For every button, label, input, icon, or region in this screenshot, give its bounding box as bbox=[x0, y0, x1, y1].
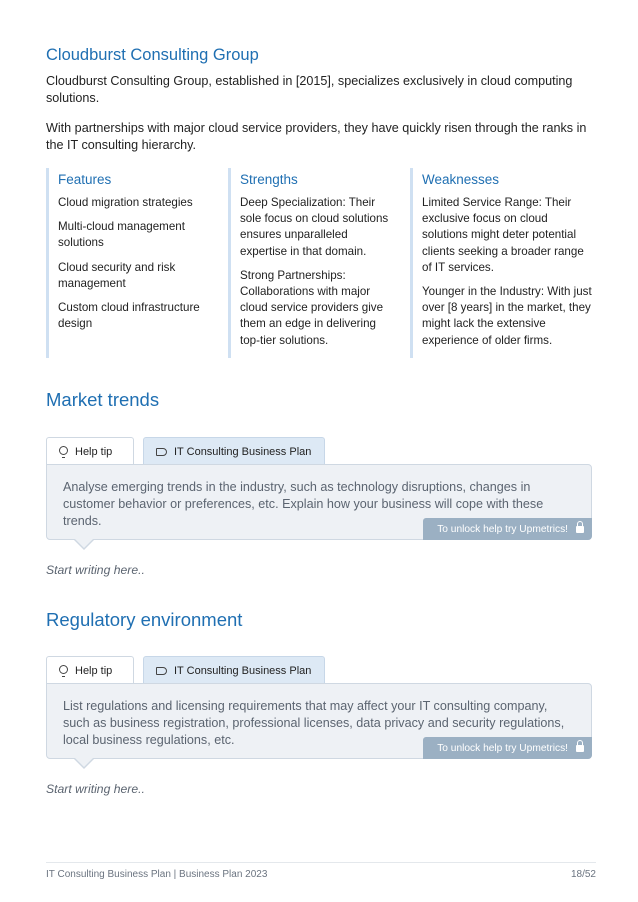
tag-icon bbox=[156, 667, 167, 675]
footer-document-title: IT Consulting Business Plan | Business Plan 2023 bbox=[46, 869, 268, 880]
weaknesses-item: Younger in the Industry: With just over [8 years] in the market, they might lack the extensive experience of older firms. bbox=[422, 285, 592, 347]
regulatory-tip-text: List regulations and licensing requirements that may affect your IT consulting company, such as business registration, professional licenses, data privacy and security regulations, local business regulations, etc. bbox=[63, 699, 565, 747]
regulatory-help-tip-box bbox=[46, 683, 592, 759]
features-item: Cloud security and risk management bbox=[58, 260, 176, 290]
unlock-label: To unlock help try Upmetrics! bbox=[437, 523, 568, 535]
footer-page-number: 18/52 bbox=[570, 869, 596, 880]
help-tip-label: Help tip bbox=[75, 445, 113, 458]
features-item: Custom cloud infrastructure design bbox=[58, 301, 200, 331]
market-unlock-button[interactable] bbox=[423, 518, 592, 540]
lock-icon bbox=[576, 526, 584, 533]
features-item: Cloud migration strategies bbox=[58, 196, 193, 209]
company-title: Cloudburst Consulting Group bbox=[46, 46, 259, 64]
lightbulb-icon bbox=[59, 665, 68, 674]
tip-pointer-fill bbox=[75, 758, 93, 767]
regulatory-writing-placeholder[interactable]: Start writing here.. bbox=[46, 782, 145, 796]
plan-tab-label: IT Consulting Business Plan bbox=[174, 664, 312, 677]
plan-tab-label: IT Consulting Business Plan bbox=[174, 445, 312, 458]
weaknesses-item: Limited Service Range: Their exclusive focus on cloud solutions might deter potential clients seeking a broader range of IT services. bbox=[422, 196, 584, 274]
company-intro-paragraph: Cloudburst Consulting Group, established in [2015], specializes exclusively in cloud computing solutions. bbox=[46, 74, 573, 105]
market-help-tip-box bbox=[46, 464, 592, 540]
tag-icon bbox=[156, 448, 167, 456]
lock-icon bbox=[576, 745, 584, 752]
features-item: Multi-cloud management solutions bbox=[58, 220, 185, 250]
market-help-tip-tab[interactable] bbox=[46, 437, 134, 465]
footer-divider bbox=[46, 862, 596, 863]
lightbulb-icon bbox=[59, 446, 68, 455]
unlock-label: To unlock help try Upmetrics! bbox=[437, 742, 568, 754]
features-column bbox=[46, 168, 214, 358]
weaknesses-column bbox=[410, 168, 596, 358]
strengths-column bbox=[228, 168, 396, 358]
strengths-item: Strong Partnerships: Collaborations with major cloud service providers give them an edge in delivering top-tier solutions. bbox=[240, 268, 384, 347]
strengths-item: Deep Specialization: Their sole focus on cloud solutions ensures unparalleled expertise in that domain. bbox=[240, 196, 389, 258]
company-partnership-paragraph: With partnerships with major cloud service providers, they have quickly risen through the ranks in the IT consulting hierarchy. bbox=[46, 121, 587, 152]
regulatory-unlock-button[interactable] bbox=[423, 737, 592, 759]
market-tip-text: Analyse emerging trends in the industry, such as technology disruptions, changes in customer behavior or preferences, etc. Explain how your business will cope with these trends. bbox=[63, 480, 544, 528]
features-title: Features bbox=[58, 172, 112, 187]
regulatory-environment-title: Regulatory environment bbox=[46, 609, 243, 630]
tip-pointer-fill bbox=[75, 539, 93, 548]
help-tip-label: Help tip bbox=[75, 664, 113, 677]
weaknesses-title: Weaknesses bbox=[422, 172, 500, 187]
company-analysis-columns bbox=[46, 168, 596, 360]
market-writing-placeholder[interactable]: Start writing here.. bbox=[46, 563, 145, 577]
market-plan-tab[interactable] bbox=[143, 437, 325, 465]
strengths-title: Strengths bbox=[240, 172, 298, 187]
regulatory-plan-tab[interactable] bbox=[143, 656, 325, 684]
market-trends-title: Market trends bbox=[46, 389, 160, 410]
regulatory-help-tip-tab[interactable] bbox=[46, 656, 134, 684]
